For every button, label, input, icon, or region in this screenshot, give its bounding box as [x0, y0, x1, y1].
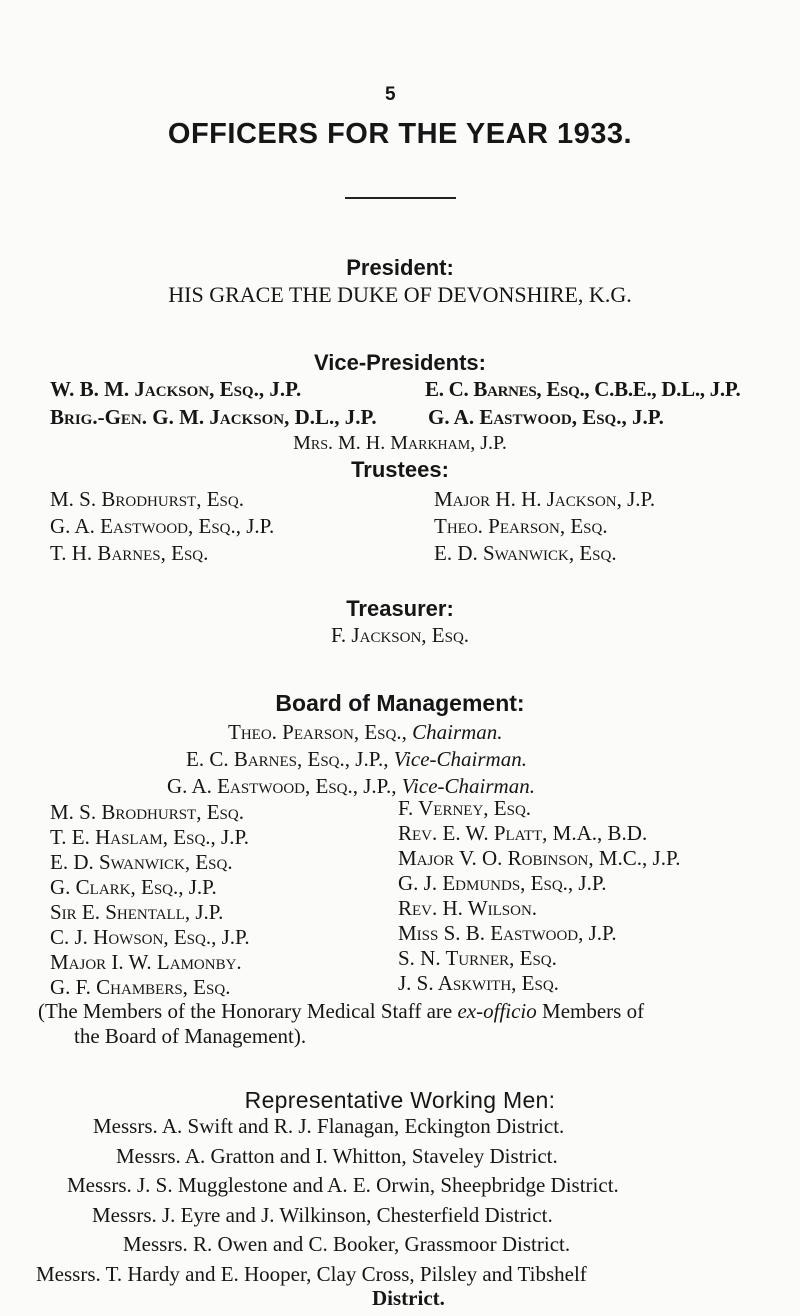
board-vice-chairman-1-name: E. C. Barnes, Esq., J.P.,: [186, 747, 389, 771]
board-member-right-2: Rev. E. W. Platt, M.A., B.D.: [398, 821, 648, 845]
board-member-right-7: S. N. Turner, Esq.: [398, 946, 557, 970]
board-member-right-5: Rev. H. Wilson.: [398, 896, 538, 920]
board-chairman-role: Chairman.: [412, 720, 503, 744]
board-heading: Board of Management:: [275, 690, 525, 716]
president-heading: President:: [346, 255, 454, 280]
board-note-part2: Members of: [542, 999, 645, 1023]
board-member-left-7: Major I. W. Lamonby.: [50, 950, 242, 974]
board-member-left-5: Sir E. Shentall, J.P.: [50, 900, 224, 924]
vice-president-5: Mrs. M. H. Markham, J.P.: [293, 432, 507, 454]
vice-president-4: G. A. Eastwood, Esq., J.P.: [428, 405, 664, 429]
president-name: HIS GRACE THE DUKE OF DEVONSHIRE, K.G.: [168, 282, 632, 307]
board-member-right-6: Miss S. B. Eastwood, J.P.: [398, 921, 617, 945]
board-note-part1: (The Members of the Honorary Medical Staff are: [38, 999, 453, 1023]
trustee-left-1: M. S. Brodhurst, Esq.: [50, 487, 244, 511]
trustee-right-3: E. D. Swanwick, Esq.: [434, 541, 617, 565]
trustee-left-2: G. A. Eastwood, Esq., J.P.: [50, 514, 275, 538]
board-member-left-1: M. S. Brodhurst, Esq.: [50, 800, 244, 824]
representatives-heading: Representative Working Men:: [244, 1087, 556, 1113]
board-member-left-4: G. Clark, Esq., J.P.: [50, 875, 217, 899]
board-member-left-6: C. J. Howson, Esq., J.P.: [50, 925, 250, 949]
board-vice-chairman-1: [186, 747, 527, 772]
board-note-italic: ex-officio: [457, 999, 537, 1023]
board-member-right-3: Major V. O. Robinson, M.C., J.P.: [398, 846, 681, 870]
vice-president-2: E. C. Barnes, Esq., C.B.E., D.L., J.P.: [425, 377, 741, 401]
representatives-line-5: Messrs. R. Owen and C. Booker, Grassmoor District.: [123, 1232, 571, 1256]
board-vice-chairman-2-role: Vice-Chairman.: [401, 774, 535, 798]
representatives-line-6: Messrs. T. Hardy and E. Hooper, Clay Cross, Pilsley and Tibshelf: [36, 1262, 587, 1286]
trustee-right-2: Theo. Pearson, Esq.: [434, 514, 608, 538]
vice-presidents-heading: Vice-Presidents:: [313, 350, 486, 375]
board-note-line2: the Board of Management).: [74, 1024, 307, 1048]
treasurer-heading: Treasurer:: [346, 596, 454, 621]
board-member-left-3: E. D. Swanwick, Esq.: [50, 850, 233, 874]
vice-president-3: Brig.-Gen. G. M. Jackson, D.L., J.P.: [50, 405, 377, 429]
board-note: [38, 999, 644, 1024]
vice-president-1: W. B. M. Jackson, Esq., J.P.: [50, 377, 302, 401]
treasurer-name: F. Jackson, Esq.: [330, 623, 470, 647]
trustees-heading: Trustees:: [351, 457, 449, 482]
board-member-right-4: G. J. Edmunds, Esq., J.P.: [398, 871, 607, 895]
trustee-left-3: T. H. Barnes, Esq.: [50, 541, 209, 565]
board-chairman-name: Theo. Pearson, Esq.,: [228, 720, 407, 744]
board-chairman: [228, 720, 503, 745]
page-title: OFFICERS FOR THE YEAR 1933.: [167, 118, 633, 150]
page-number: 5: [385, 84, 396, 105]
title-divider: [345, 197, 456, 199]
board-member-right-8: J. S. Askwith, Esq.: [398, 971, 559, 995]
representatives-line-1: Messrs. A. Swift and R. J. Flanagan, Eckington District.: [93, 1114, 565, 1138]
board-vice-chairman-1-role: Vice-Chairman.: [393, 747, 527, 771]
board-member-left-2: T. E. Haslam, Esq., J.P.: [50, 825, 250, 849]
trustee-right-1: Major H. H. Jackson, J.P.: [434, 487, 656, 511]
board-member-right-1: F. Verney, Esq.: [398, 796, 532, 820]
board-vice-chairman-2-name: G. A. Eastwood, Esq., J.P.,: [167, 774, 397, 798]
board-member-left-8: G. F. Chambers, Esq.: [50, 975, 231, 999]
representatives-line-4: Messrs. J. Eyre and J. Wilkinson, Chesterfield District.: [92, 1203, 553, 1227]
representatives-line-3: Messrs. J. S. Mugglestone and A. E. Orwin, Sheepbridge District.: [67, 1173, 619, 1197]
representatives-line-2: Messrs. A. Gratton and I. Whitton, Staveley District.: [116, 1144, 558, 1168]
representatives-last-line: District.: [372, 1286, 445, 1310]
